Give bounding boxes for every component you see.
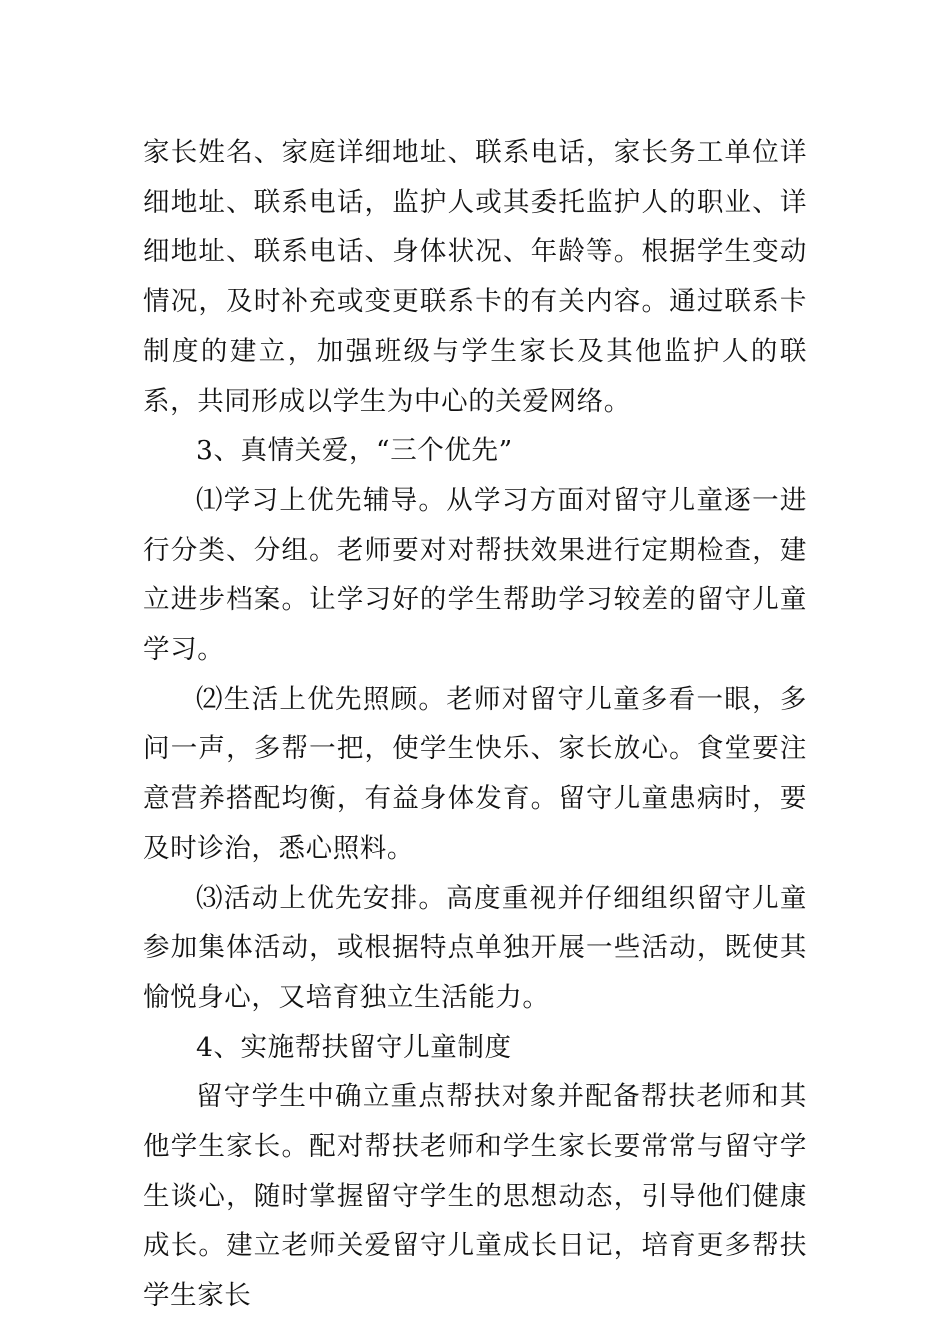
body-paragraph-activity-priority: ⑶活动上优先安排。高度重视并仔细组织留守儿童参加集体活动，或根据特点单独开展一些活动，既使其愉悦身心，又培育独立生活能力。 [143,882,807,1013]
body-paragraph-life-priority: ⑵生活上优先照顾。老师对留守儿童多看一眼，多问一声，多帮一把，使学生快乐、家长放心。食堂要注意营养搭配均衡，有益身体发育。留守儿童患病时，要及时诊治，悉心照料。 [143,683,807,864]
document-body [143,128,807,1321]
section-heading-support-system: 4、实施帮扶留守儿童制度 [196,1031,512,1063]
body-paragraph-study-priority: ⑴学习上优先辅导。从学习方面对留守儿童逐一进行分类、分组。老师要对对帮扶效果进行定期检查，建立进步档案。让学习好的学生帮助学习较差的留守儿童学习。 [143,484,807,666]
body-paragraph-support-system: 留守学生中确立重点帮扶对象并配备帮扶老师和其他学生家长。配对帮扶老师和学生家长要常常与留守学生谈心，随时掌握留守学生的思想动态，引导他们健康成长。建立老师关爱留守儿童成长日记，培育更多帮扶学生家长 [143,1081,807,1312]
body-paragraph-contact-card: 家长姓名、家庭详细地址、联系电话，家长务工单位详细地址、联系电话，监护人或其委托监护人的职业、详细地址、联系电话、身体状况、年龄等。根据学生变动情况，及时补充或变更联系卡的有关内容。通过联系卡制度的建立，加强班级与学生家长及其他监护人的联系，共同形成以学生为中心的关爱网络。 [143,137,807,417]
section-heading-three-priorities: 3、真情关爱，“三个优先” [196,435,513,467]
